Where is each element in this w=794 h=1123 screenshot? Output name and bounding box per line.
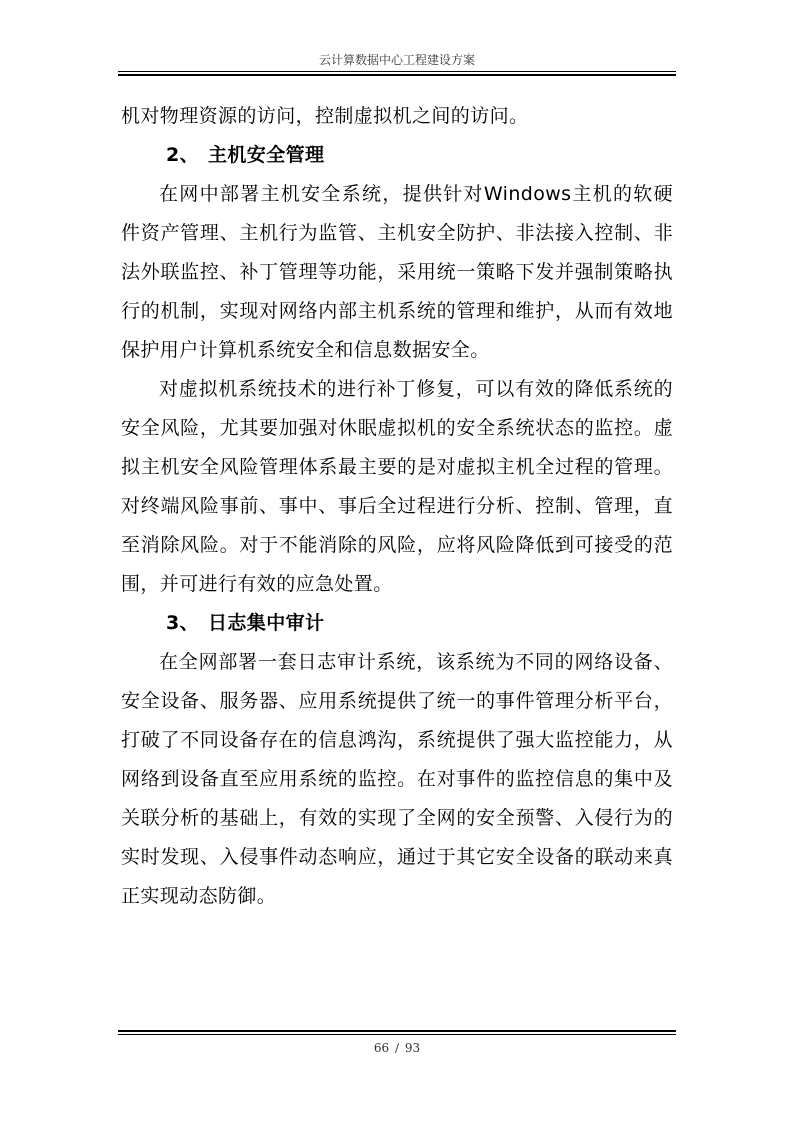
section-number: 3、: [166, 612, 200, 634]
header-rule-thick: [118, 74, 676, 76]
section-number: 2、: [166, 144, 200, 166]
footer-rule-thick: [118, 1030, 676, 1032]
paragraph: 对虚拟机系统技术的进行补丁修复，可以有效的降低系统的安全风险，尤其要加强对休眠虚拟机的安全系统状态的监控。虚拟主机安全风险管理体系最主要的是对虚拟主机全过程的管理。对终端风险事前、事中、事后全过程进行分析、控制、管理，直至消除风险。对于不能消除的风险，应将风险降低到可接受的范围，并可进行有效的应急处置。: [121, 378, 673, 595]
section-heading: [121, 136, 673, 175]
section-host-security: [121, 136, 673, 604]
document-body: [121, 97, 673, 916]
header-rule-thin: [118, 71, 676, 72]
header-title: 云计算数据中心工程建设方案: [318, 53, 475, 67]
footer-rule-thin: [118, 1034, 676, 1035]
opening-paragraph: 机对物理资源的访问，控制虚拟机之间的访问。: [121, 105, 529, 127]
paragraph: 在全网部署一套日志审计系统，该系统为不同的网络设备、安全设备、服务器、应用系统提供了统一的事件管理分析平台，打破了不同设备存在的信息鸿沟，系统提供了强大监控能力，从网络到设备直至应用系统的监控。在对事件的监控信息的集中及关联分析的基础上，有效的实现了全网的安全预警、入侵行为的实时发现、入侵事件动态响应，通过于其它安全设备的联动来真正实现动态防御。: [121, 651, 673, 907]
section-heading: [121, 604, 673, 643]
section-title: 主机安全管理: [208, 144, 325, 166]
page-number: 66 / 93: [373, 1041, 421, 1055]
section-log-audit: [121, 604, 673, 916]
paragraph: 在网中部署主机安全系统，提供针对Windows主机的软硬件资产管理、主机行为监管、主机安全防护、非法接入控制、非法外联监控、补丁管理等功能，采用统一策略下发并强制策略执行的机制，实现对网络内部主机系统的管理和维护，从而有效地保护用户计算机系统安全和信息数据安全。: [121, 183, 673, 361]
section-title: 日志集中审计: [208, 612, 325, 634]
